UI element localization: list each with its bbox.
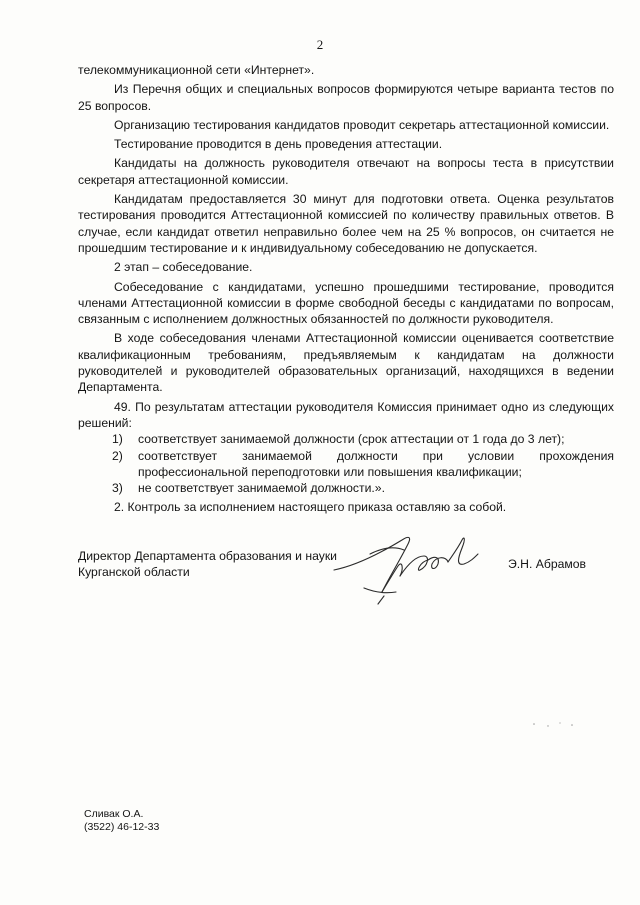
handwritten-signature (324, 526, 494, 606)
list-item-text: соответствует занимаемой должности (срок аттестации от 1 года до 3 лет); (138, 432, 565, 447)
list-item-text: не соответствует занимаемой должности.». (138, 481, 385, 496)
list-item-number: 3) (112, 481, 123, 496)
executor-name: Сливак О.А. (84, 808, 144, 820)
paragraph: 49. По результатам аттестации руководителя Комиссия принимает одно из следующих решений: (78, 399, 614, 430)
list-item (78, 431, 614, 447)
list-item-number: 2) (112, 448, 123, 463)
paragraph: Кандидатам предоставляется 30 минут для подготовки ответа. Оценка результатов тестирования проводится Аттестационной комиссией по количеству правильных ответов. В случае, если кандидат ответил неправильно более чем на 25 % вопросов, он считается не прошедшим тестирование и к индивидуальному собеседованию не допускается. (78, 192, 614, 255)
paragraph: Тестирование проводится в день проведения аттестации. (114, 137, 443, 152)
list-item-text: соответствует занимаемой должности при условии прохождения профессиональной переподготовки или повышения квалификации; (138, 448, 614, 479)
page-number: 2 (316, 37, 324, 52)
closing-paragraph: 2. Контроль за исполнением настоящего приказа оставляю за собой. (114, 500, 507, 515)
signer-region: Курганской области (78, 565, 190, 579)
decisions-list (78, 431, 614, 496)
paragraph: Собеседование с кандидатами, успешно прошедшими тестирование, проводится членами Аттестационной комиссии в форме свободной беседы с кандидатами по вопросам, связанным с исполнением должностных обязанностей по должности руководителя. (78, 279, 614, 327)
executor-info (84, 808, 159, 834)
paragraph: 2 этап – собеседование. (114, 260, 253, 275)
signer-name: Э.Н. Абрамов (508, 557, 587, 571)
paragraph: В ходе собеседования членами Аттестационной комиссии оценивается соответствие квалификационным требованиям, предъявляемым к кандидатам на должности руководителей и руководителей образовательных организаций, находящихся в ведении Департамента. (78, 331, 614, 395)
list-item (78, 448, 614, 481)
signer-title: Директор Департамента образования и науки (78, 549, 337, 563)
paragraph: Кандидаты на должность руководителя отвечают на вопросы теста в присутствии секретаря аттестационной комиссии. (78, 156, 614, 187)
paragraph: Из Перечня общих и специальных вопросов формируются четыре варианта тестов по 25 вопросов. (78, 82, 614, 113)
scan-speckle (530, 718, 580, 730)
document-body (78, 62, 614, 519)
paragraph: телекоммуникационной сети «Интернет». (78, 63, 315, 77)
list-item-number: 1) (112, 432, 123, 447)
executor-phone: (3522) 46-12-33 (84, 821, 160, 833)
paragraph: Организацию тестирования кандидатов проводит секретарь аттестационной комиссии. (114, 117, 610, 132)
list-item (78, 480, 614, 496)
